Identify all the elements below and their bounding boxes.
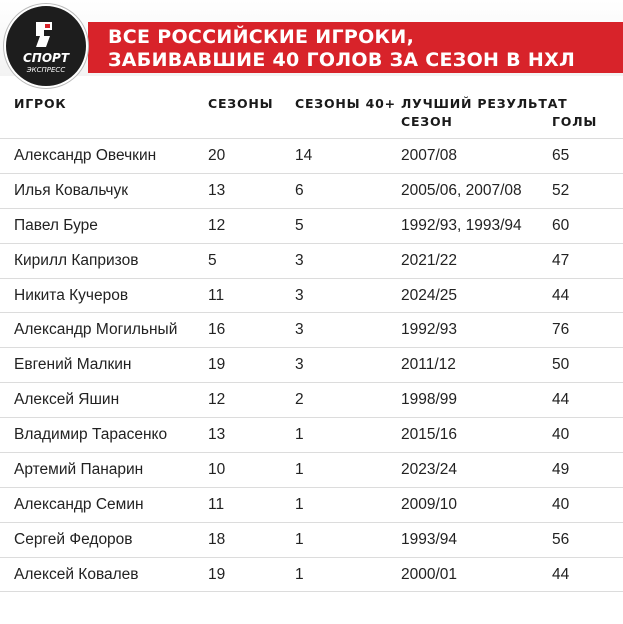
player-name: Владимир Тарасенко (14, 426, 168, 444)
seasons-count: 13 (208, 426, 226, 444)
table-row (0, 522, 623, 557)
best-season: 2000/01 (401, 565, 458, 583)
logo-emblem-icon (32, 19, 58, 49)
seasons-40-count: 3 (295, 251, 304, 269)
table-row (0, 452, 623, 487)
player-name: Алексей Яшин (14, 391, 120, 409)
seasons-40-count: 1 (295, 530, 304, 548)
seasons-40-count: 3 (295, 286, 304, 304)
best-season: 2007/08 (401, 147, 458, 164)
best-goals: 44 (552, 565, 570, 583)
best-season: 2023/24 (401, 461, 458, 479)
best-goals: 44 (552, 391, 570, 409)
best-goals: 40 (552, 495, 570, 513)
best-season: 2005/06, 2007/08 (401, 181, 522, 199)
column-header-seasons-40: СЕЗОНЫ 40+ (295, 96, 396, 111)
seasons-40-count: 1 (295, 461, 304, 479)
seasons-count: 20 (208, 147, 226, 164)
seasons-40-count: 1 (295, 426, 304, 444)
best-season: 1993/94 (401, 530, 458, 548)
logo-text-express: ЭКСПРЕСС (26, 66, 66, 74)
seasons-count: 10 (208, 461, 226, 479)
table-row (0, 138, 623, 173)
title-line-2: ЗАБИВАВШИЕ 40 ГОЛОВ ЗА СЕЗОН В НХЛ (108, 49, 576, 71)
table-row (0, 347, 623, 382)
seasons-count: 13 (208, 181, 226, 199)
seasons-40-count: 1 (295, 495, 304, 513)
best-season: 2021/22 (401, 251, 458, 269)
seasons-40-count: 1 (295, 565, 304, 583)
player-name: Илья Ковальчук (14, 181, 128, 199)
best-goals: 40 (552, 426, 570, 444)
player-name: Павел Буре (14, 216, 98, 234)
seasons-count: 18 (208, 530, 226, 548)
title-line-1: ВСЕ РОССИЙСКИЕ ИГРОКИ, (108, 26, 415, 48)
logo-text-sport: СПОРТ (22, 51, 70, 65)
best-goals: 47 (552, 251, 570, 269)
best-goals: 65 (552, 147, 570, 164)
column-header-seasons: СЕЗОНЫ (208, 96, 274, 111)
best-season: 2011/12 (401, 356, 456, 374)
players-table (0, 138, 623, 592)
column-header-best-result: ЛУЧШИЙ РЕЗУЛЬТАТ (401, 96, 568, 111)
seasons-count: 11 (208, 495, 225, 513)
best-goals: 60 (552, 216, 570, 234)
seasons-40-count: 2 (295, 391, 304, 409)
seasons-count: 11 (208, 286, 225, 304)
table-row (0, 417, 623, 452)
table-row (0, 243, 623, 278)
best-season: 1998/99 (401, 391, 458, 409)
player-name: Александр Семин (14, 495, 144, 513)
best-season: 2015/16 (401, 426, 458, 444)
best-season: 1992/93 (401, 321, 458, 339)
seasons-count: 16 (208, 321, 226, 339)
player-name: Евгений Малкин (14, 356, 132, 374)
player-name: Алексей Ковалев (14, 565, 139, 583)
best-goals: 76 (552, 321, 570, 339)
table-row (0, 312, 623, 347)
seasons-count: 19 (208, 565, 226, 583)
column-header-player: ИГРОК (14, 96, 67, 111)
best-season: 2009/10 (401, 495, 458, 513)
best-season: 1992/93, 1993/94 (401, 216, 522, 234)
player-name: Кирилл Капризов (14, 251, 139, 269)
player-name: Александр Овечкин (14, 147, 157, 164)
seasons-40-count: 3 (295, 356, 304, 374)
seasons-count: 19 (208, 356, 226, 374)
table-row (0, 208, 623, 243)
player-name: Никита Кучеров (14, 286, 129, 304)
seasons-40-count: 5 (295, 216, 304, 234)
best-goals: 56 (552, 530, 570, 548)
table-row (0, 173, 623, 208)
best-season: 2024/25 (401, 286, 458, 304)
table-row (0, 487, 623, 522)
seasons-count: 5 (208, 251, 217, 269)
seasons-count: 12 (208, 216, 226, 234)
column-header-best-season: СЕЗОН (401, 114, 453, 129)
best-goals: 50 (552, 356, 570, 374)
best-goals: 49 (552, 461, 570, 479)
best-goals: 44 (552, 286, 570, 304)
seasons-40-count: 6 (295, 181, 304, 199)
player-name: Артемий Панарин (14, 461, 144, 479)
seasons-40-count: 14 (295, 147, 313, 164)
best-goals: 52 (552, 181, 570, 199)
seasons-count: 12 (208, 391, 226, 409)
player-name: Александр Могильный (14, 321, 178, 339)
column-header-best-goals: ГОЛЫ (552, 114, 598, 129)
table-row (0, 382, 623, 417)
table-row (0, 278, 623, 313)
table-row (0, 557, 623, 592)
player-name: Сергей Федоров (14, 530, 133, 548)
sport-express-logo (4, 4, 88, 88)
seasons-40-count: 3 (295, 321, 304, 339)
